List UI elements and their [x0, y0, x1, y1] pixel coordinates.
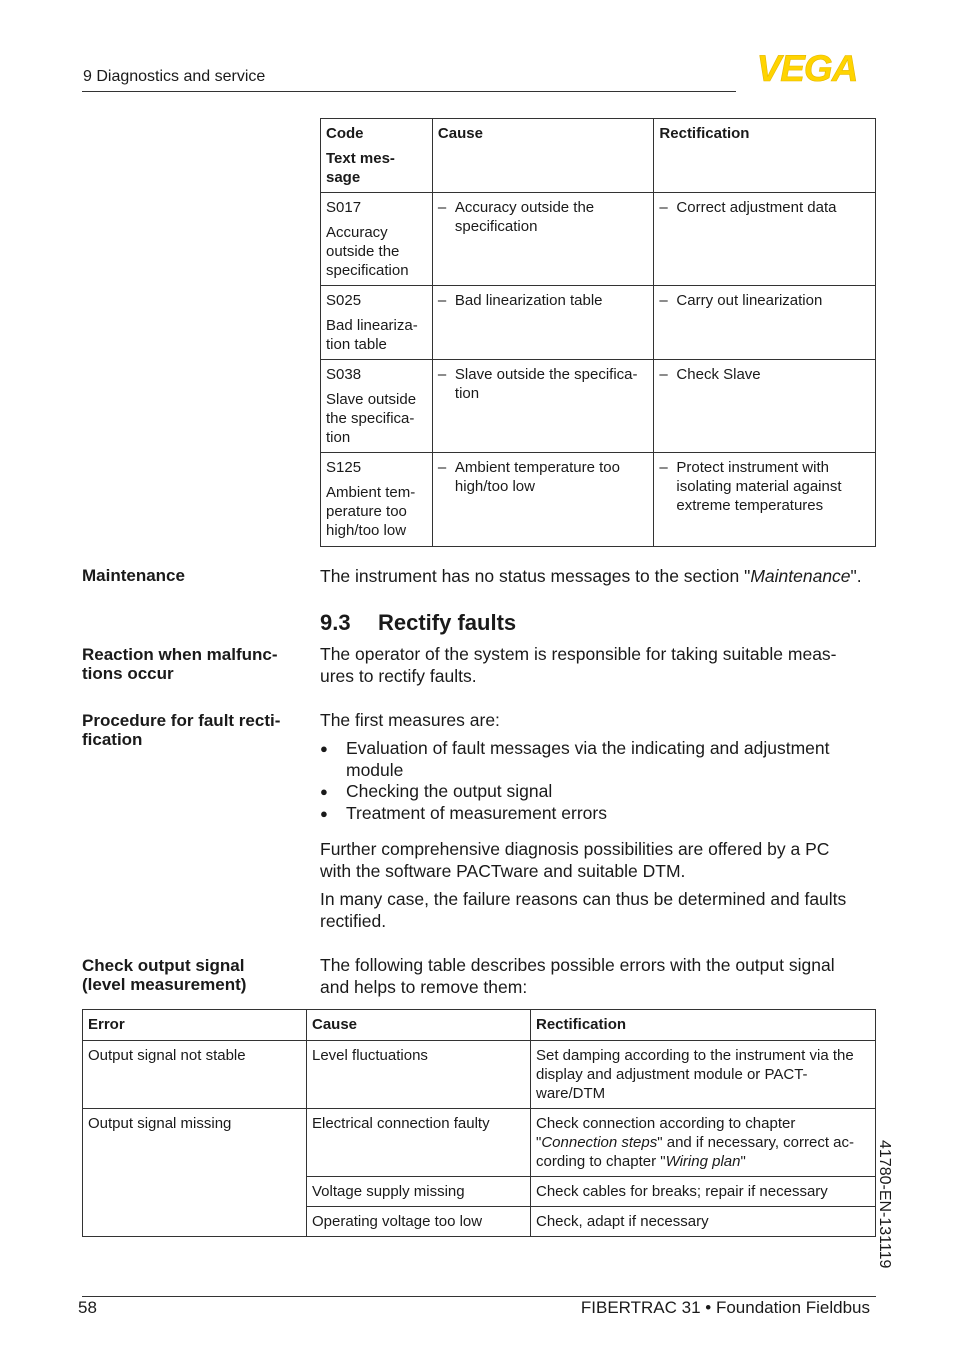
maintenance-text: The instrument has no status messages to the section "Maintenance". [320, 566, 862, 586]
measures-list [320, 738, 865, 824]
error-cell: Output signal missing [83, 1109, 307, 1237]
cause-cell: Electrical connection faulty [307, 1109, 531, 1177]
status-cause: Bad linearization table [454, 292, 603, 309]
section-heading [320, 610, 516, 636]
page-number: 58 [78, 1298, 97, 1317]
rectification-cell: Check cables for breaks; repair if necessary [531, 1177, 876, 1207]
list-item: ● Evaluation of fault messages via the indicating and adjustment module [320, 738, 865, 781]
col-head-text-message: Text mes- sage [326, 150, 395, 186]
cause-cell: Level fluctuations [307, 1041, 531, 1109]
status-cause: Ambient temperature too high/too low [454, 459, 620, 495]
procedure-paragraph-1: Further comprehensive diagnosis possibilities are offered by a PC with the software PACTware and suitable DTM. [320, 839, 830, 881]
dash: – [437, 292, 447, 309]
status-rectification: Protect instrument with isolating material against extreme temperatures [676, 459, 842, 514]
dash: – [437, 199, 447, 216]
footer-title: FIBERTRAC 31 • Foundation Fieldbus [580, 1298, 870, 1317]
output-signal-table [82, 1009, 876, 1237]
vega-logo [742, 52, 872, 84]
status-code: S017 [326, 199, 362, 216]
reaction-label: Reaction when malfunc- tions occur [82, 645, 278, 683]
dash: – [659, 199, 668, 216]
header-rule [82, 91, 736, 92]
procedure-intro: The first measures are: [320, 710, 500, 730]
maintenance-label: Maintenance [82, 566, 185, 585]
table-row [321, 360, 876, 453]
logo-text: VEGA [756, 52, 858, 84]
dash: – [659, 366, 668, 383]
status-code: S025 [326, 292, 362, 309]
cause-cell: Operating voltage too low [307, 1207, 531, 1237]
section-number: 9.3 [320, 610, 351, 635]
table-row [83, 1041, 876, 1109]
col-head-error: Error [83, 1010, 307, 1041]
dash: – [659, 292, 668, 309]
status-cause: Slave outside the specifica- tion [454, 366, 638, 402]
procedure-paragraph-2: In many case, the failure reasons can thus be determined and faults rectified. [320, 889, 847, 931]
document-id: 41780-EN-131119 [876, 1140, 893, 1269]
rectification-cell: Check, adapt if necessary [531, 1207, 876, 1237]
status-rectification: Carry out linearization [676, 292, 823, 309]
rectification-cell: Check connection according to chapter "Connection steps" and if necessary, correct ac- cording to chapter "Wiring plan" [531, 1109, 876, 1177]
cause-cell: Voltage supply missing [307, 1177, 531, 1207]
reaction-text: The operator of the system is responsible for taking suitable meas- ures to rectify faults. [320, 644, 837, 686]
table-row [321, 193, 876, 286]
status-rectification: Check Slave [676, 366, 761, 383]
table-row [83, 1109, 876, 1177]
dash: – [659, 459, 668, 476]
error-cell: Output signal not stable [83, 1041, 307, 1109]
status-message: Ambient tem- perature too high/too low [326, 484, 416, 539]
status-rectification: Correct adjustment data [676, 199, 837, 216]
status-code: S125 [326, 459, 362, 476]
section-title: Rectify faults [378, 610, 517, 635]
rectification-cell: Set damping according to the instrument via the display and adjustment module or PACT- ware/DTM [531, 1041, 876, 1109]
col-head-cause: Cause [307, 1010, 531, 1041]
status-message: Bad lineariza- tion table [326, 317, 418, 353]
list-item: ● Treatment of measurement errors [320, 803, 865, 825]
procedure-label: Procedure for fault recti- fication [82, 711, 281, 749]
footer-rule [82, 1296, 876, 1297]
status-message-table [320, 118, 876, 547]
col-head-rectification: Rectification [654, 119, 876, 193]
col-head-cause: Cause [432, 119, 654, 193]
status-cause: Accuracy outside the specification [454, 199, 595, 235]
list-item: ● Checking the output signal [320, 781, 865, 803]
col-head-rectification: Rectification [531, 1010, 876, 1041]
table-row [321, 286, 876, 360]
status-message: Accuracy outside the specification [326, 224, 409, 279]
dash: – [437, 366, 447, 383]
check-output-text: The following table describes possible errors with the output signal and helps to remove them: [320, 955, 835, 997]
table-row [321, 453, 876, 547]
status-message: Slave outside the specifica- tion [326, 391, 417, 446]
col-head-code: Code [326, 125, 364, 142]
status-code: S038 [326, 366, 362, 383]
running-header: 9 Diagnostics and service [83, 68, 266, 85]
dash: – [437, 459, 447, 476]
check-output-label: Check output signal (level measurement) [82, 956, 247, 994]
